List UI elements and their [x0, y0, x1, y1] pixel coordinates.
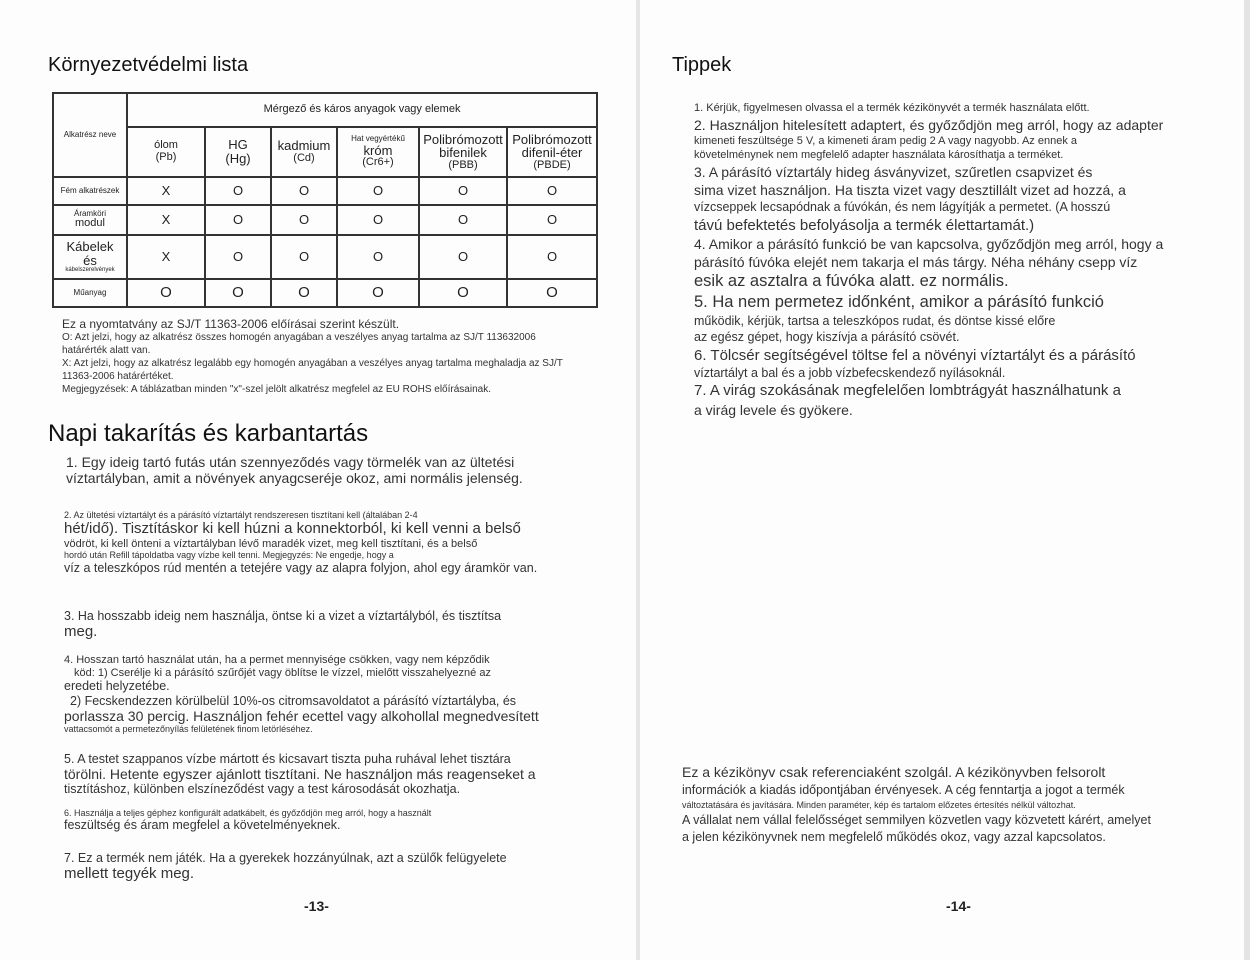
- table-notes: [62, 318, 582, 396]
- cleaning-item-2: 2. Az ültetési víztartályt és a párásító víztartályt rendszeresen tisztítani kell (általában 2-4 hét/idő). Tisztításkor ki kell húzni a konnektorból, ki kell venni a belső vödröt, ki kell önteni a víztartályban lévő maradék vizet, meg kell tisztítani, és a belső hordó után Refill tápoldatba vagy vízbe kell tenni. Megjegyzés: Ne engedje, hogy a víz a teleszkópos rúd mentén a tetejére vagy az alapra folyjon, ahol egy áramkör van.: [64, 510, 538, 575]
- tip-line: 1. Kérjük, figyelmesen olvassa el a termék kézikönyvét a termék használata előtt.: [694, 102, 1090, 114]
- col-group-header: Mérgező és káros anyagok vagy elemek: [127, 93, 597, 127]
- table-cell: X: [127, 205, 205, 235]
- subheader-pb: ólom (Pb): [127, 127, 205, 177]
- table-cell: O: [205, 279, 271, 307]
- table-cell: O: [507, 177, 597, 205]
- tip-line: távú befektetés befolyásolja a termék élettartamát.): [694, 216, 1035, 234]
- table-cell: O: [271, 205, 337, 235]
- tip-line: működik, kérjük, tartsa a teleszkópos rudat, és döntse kissé előre: [694, 313, 1056, 328]
- disclaimer-line: változtatására és javítására. Minden paraméter, kép és tartalom előzetes értesítés nélkül változhat.: [682, 800, 1076, 810]
- disclaimer-line: A vállalat nem vállal felelősséget semmilyen közvetlen vagy közvetett kárért, amelyet: [682, 813, 1151, 827]
- disclaimer: [682, 764, 1192, 847]
- subheader-hg: HG (Hg): [205, 127, 271, 177]
- subheader-cd: kadmium (Cd): [271, 127, 337, 177]
- row-name-circuit: Áramköri modul: [53, 205, 127, 235]
- table-cell: O: [419, 177, 507, 205]
- table-cell: O: [271, 279, 337, 307]
- page-edge-right: [1244, 0, 1250, 960]
- table-row: [53, 177, 597, 205]
- row-name-cables: Kábelek és kábelszerelvények: [53, 235, 127, 279]
- table-cell: X: [127, 235, 205, 279]
- hazardous-substances-table: [52, 92, 598, 308]
- tip-line: a virág levele és gyökere.: [694, 401, 853, 418]
- subheader-pbde: Polibrómozott difenil-éter (PBDE): [507, 127, 597, 177]
- table-cell: O: [205, 177, 271, 205]
- table-cell: O: [337, 235, 419, 279]
- tip-line: sima vizet használjon. Ha tiszta vizet vagy desztillált vizet ad hozzá, a: [694, 182, 1126, 199]
- subheader-pbb: Polibrómozott bifenilek (PBB): [419, 127, 507, 177]
- tip-line: vízcseppek lecsapódnak a fúvókán, és nem lágyítják a permetet. (A hosszú: [694, 200, 1111, 215]
- table-row: [53, 279, 597, 307]
- row-name-metal: Fém alkatrészek: [53, 177, 127, 205]
- table-cell: O: [271, 177, 337, 205]
- table-cell: O: [419, 205, 507, 235]
- disclaimer-line: információk a kiadás időpontjában érvényesek. A cég fenntartja a jogot a termék: [682, 783, 1125, 797]
- table-cell: O: [271, 235, 337, 279]
- table-cell: O: [419, 235, 507, 279]
- cleaning-item-6: 6. Használja a teljes géphez konfigurált adatkábelt, és győződjön meg arról, hogy a használt feszültség és áram megfelel a követelményeknek.: [64, 808, 432, 833]
- table-cell: O: [205, 205, 271, 235]
- tip-line: 5. Ha nem permetez időnként, amikor a párásító funkció: [694, 292, 1104, 311]
- env-list-title: Környezetvédelmi lista: [48, 54, 249, 76]
- note-line: X: Azt jelzi, hogy az alkatrész legalább egy homogén anyagában a veszélyes anyag tartalma meghaladja az SJ/T 11363-2006 határértéket.: [62, 358, 563, 382]
- table-subheader-row: [53, 127, 597, 177]
- tip-line: az egész gépet, hogy kiszívja a párásító csövét.: [694, 330, 960, 345]
- tip-line: víztartályt a bal és a jobb vízbefecskendező nyílásoknál.: [694, 365, 1006, 380]
- cleaning-title: Napi takarítás és karbantartás: [48, 420, 369, 447]
- table-cell: O: [507, 279, 597, 307]
- table-row: [53, 205, 597, 235]
- tips-title: Tippek: [672, 54, 732, 76]
- tip-line: 4. Amikor a párásító funkció be van kapcsolva, győződjön meg arról, hogy a: [694, 235, 1164, 252]
- tip-line: követelménynek nem megfelelő adapter használata károsíthatja a terméket.: [694, 149, 1064, 162]
- tip-line: 6. Tölcsér segítségével töltse fel a növényi víztartályt és a párásító: [694, 346, 1136, 364]
- table-cell: O: [337, 177, 419, 205]
- page-number-right: -14-: [946, 898, 971, 914]
- note-line: Megjegyzések: A táblázatban minden "x"-szel jelölt alkatrész megfelel az EU ROHS előírásainak.: [62, 384, 491, 395]
- table-cell: O: [507, 235, 597, 279]
- table-cell: O: [205, 235, 271, 279]
- tip-line: 7. A virág szokásának megfelelően lombtrágyát használhatunk a: [694, 382, 1121, 400]
- disclaimer-line: a jelen kézikönyvnek nem megfelelő működés okoz, vagy azzal kapcsolatos.: [682, 830, 1106, 844]
- tip-line: párásító fúvóka elejét nem takarja el más tárgy. Néha néhány csepp víz: [694, 253, 1138, 270]
- row-name-plastic: Műanyag: [53, 279, 127, 307]
- note-line: O: Azt jelzi, hogy az alkatrész összes homogén anyagában a veszélyes anyag tartalma az SJ/T 113632006 határérték alatt van.: [62, 332, 536, 356]
- note-line: Ez a nyomtatvány az SJ/T 11363-2006 előírásai szerint készült.: [62, 317, 400, 331]
- table-cell: O: [337, 205, 419, 235]
- cleaning-item-7: 7. Ez a termék nem játék. Ha a gyerekek hozzányúlnak, azt a szülők felügyelete mellett tegyék meg.: [64, 851, 507, 883]
- table-cell: O: [507, 205, 597, 235]
- table-cell: O: [337, 279, 419, 307]
- cleaning-item-1: 1. Egy ideig tartó futás után szennyeződés vagy törmelék van az ültetési víztartályban, amit a növények anyagcseréje okoz, ami normális jelenség.: [66, 454, 523, 487]
- cleaning-item-5: 5. A testet szappanos vízbe mártott és kicsavart tiszta puha ruhával lehet tisztára törölni. Hetente egyszer ajánlott tisztítani. Ne használjon más reagenseket a tisztításhoz, különben elszíneződést vagy a test károsodását okozhatja.: [64, 752, 536, 797]
- cleaning-item-4: 4. Hosszan tartó használat után, ha a permet mennyisége csökken, vagy nem képződik köd: 1) Cserélje ki a párásító szűrőjét vagy öblítse le vízzel, mielőtt visszahelyezné az eredeti helyzetébe. 2) Fecskendezzen körülbelül 10%-os citromsavoldatot a párásító víztartályba, és porlassza 30 percig. Használjon fehér ecettel vagy alkohollal megnedvesített vattacsomót a permetezőnyílás felületének finom letörléséhez.: [64, 654, 539, 735]
- tip-line: kimeneti feszültsége 5 V, a kimeneti áram pedig 2 A vagy nagyobb. Az ennek a: [694, 134, 1078, 147]
- table-row: [53, 235, 597, 279]
- tip-line: 2. Használjon hitelesített adaptert, és győződjön meg arról, hogy az adapter: [694, 116, 1164, 133]
- subheader-cr6: Hat vegyértékű króm (Cr6+): [337, 127, 419, 177]
- tip-line: 3. A párásító víztartály hideg ásványvizet, szűretlen csapvizet és: [694, 164, 1093, 181]
- tip-line: esik az asztalra a fúvóka alatt. ez normális.: [694, 272, 1009, 291]
- page-number-left: -13-: [304, 898, 329, 914]
- disclaimer-line: Ez a kézikönyv csak referenciaként szolgál. A kézikönyvben felsorolt: [682, 764, 1106, 780]
- table-cell: O: [127, 279, 205, 307]
- cleaning-item-3: 3. Ha hosszabb ideig nem használja, öntse ki a vizet a víztartályból, és tisztítsa meg.: [64, 609, 502, 641]
- table-cell: X: [127, 177, 205, 205]
- tips-list: [694, 102, 1194, 420]
- col-header-part-name: Alkatrész neve: [53, 93, 127, 177]
- table-cell: O: [419, 279, 507, 307]
